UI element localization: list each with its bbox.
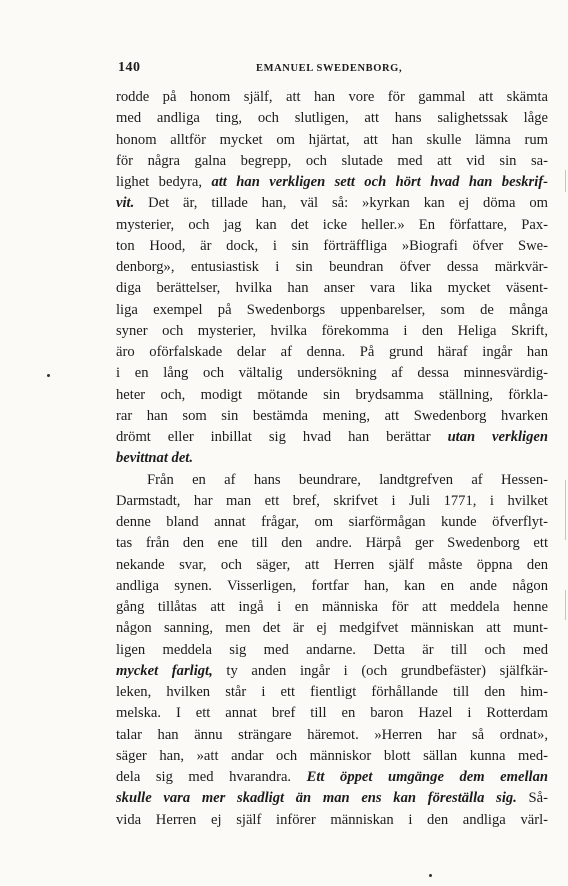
text-line: [116, 278, 548, 299]
margin-mark: [565, 590, 566, 620]
page-number: 140: [118, 60, 141, 75]
italic-text: mycket farligt,: [116, 662, 213, 679]
text-line: [116, 342, 548, 363]
text-segment: äro oförfalskade delar af denna. På grund häraf ingår han: [116, 344, 548, 360]
text-line: [116, 555, 548, 576]
text-segment: nekande svar, och säger, att Herren själf måste öppna den: [116, 556, 548, 573]
text-segment: lighet bedyra,: [116, 174, 212, 190]
text-line: [116, 300, 548, 321]
text-segment: Från en af hans beundrare, landtgrefven af Hessen-: [147, 471, 548, 488]
text-segment: heter och, modigt mötande sin brydsamma ställning, förkla-: [116, 386, 548, 403]
text-segment: talar han ännu strängare häremot. »Herren har så ordnat»,: [116, 726, 548, 743]
text-segment: liga exempel på Swedenborgs uppenbarelser, som de många: [116, 301, 548, 318]
text-segment: drömt eller inbillat sig hvad han berättar: [116, 429, 448, 445]
text-segment: honom alltför mycket om hjärtat, att han skulle lämna rum: [116, 131, 548, 148]
italic-text: att han verkligen sett och hört hvad han beskrif-: [211, 174, 548, 190]
text-segment: i en lång och vältalig undersökning af dessa minnesvärdig-: [116, 365, 548, 382]
text-line: [116, 130, 548, 151]
text-line: [116, 108, 548, 129]
text-segment: gång tillåtas att ingå i en människa för att meddela henne: [116, 599, 548, 615]
running-head: EMANUEL SWEDENBORG,: [256, 63, 403, 74]
text-segment: säger han, »att andar och människor blott sällan kunna med-: [116, 747, 548, 764]
text-line: [116, 640, 548, 661]
text-line: [116, 682, 548, 703]
text-line: [116, 406, 548, 427]
text-line: [116, 512, 548, 533]
margin-mark: [565, 480, 566, 540]
text-line: [116, 618, 548, 639]
text-line: [116, 193, 548, 214]
text-line: [116, 725, 548, 746]
text-line: [116, 427, 548, 448]
text-segment: ligen meddela sig med andarne. Detta är till och med: [116, 641, 548, 658]
text-segment: ton Hood, är dock, i sin förträffliga »Biografi öfver Swe-: [116, 237, 548, 254]
text-line: [116, 151, 548, 172]
italic-text: bevittnat det.: [116, 450, 194, 467]
text-segment: rar han som sin bestämda mening, att Swedenborg hvarken: [116, 407, 548, 424]
text-segment: dela sig med hvarandra.: [116, 769, 307, 785]
text-line: [116, 767, 548, 788]
text-line: [116, 788, 548, 809]
italic-text: utan verkligen: [447, 429, 548, 445]
text-line: [116, 321, 548, 342]
text-segment: leken, hvilken står i ett fientligt förhållande till den him-: [116, 684, 548, 700]
speck-mark: [429, 874, 432, 877]
text-line: [116, 597, 548, 618]
text-line: [116, 491, 548, 512]
text-segment: mysterier, och jag kan det icke heller.» En författare, Pax-: [116, 216, 548, 233]
speck-mark: [47, 374, 50, 377]
text-line: [116, 470, 548, 491]
text-line: [116, 215, 548, 236]
text-line: [116, 172, 548, 193]
text-segment: denne bland annat frågar, om siarförmågan kunde öfverflyt-: [116, 514, 548, 530]
italic-text: vit.: [116, 195, 135, 212]
text-line: [116, 703, 548, 724]
text-line: [116, 661, 548, 682]
text-segment: Det är, tillade han, väl så: »kyrkan kan ej döma om: [134, 195, 548, 212]
text-line: [116, 87, 548, 108]
text-line: [116, 576, 548, 597]
text-line: [116, 448, 548, 469]
text-segment: ty anden ingår i (och grundbefäster) själfkär-: [212, 662, 548, 679]
body-text: [116, 87, 548, 831]
text-segment: melska. I ett annat bref till en baron Hazel i Rotterdam: [116, 705, 548, 722]
text-segment: Så-: [516, 790, 548, 807]
text-segment: diga berättelser, hvilka han anser vara lika mycket väsent-: [116, 280, 548, 297]
text-segment: rodde på honom själf, att han vore för gammal att skämta: [116, 89, 548, 105]
italic-text: Ett öppet umgänge dem emellan: [306, 769, 548, 785]
text-line: [116, 236, 548, 257]
page-header: [118, 60, 558, 80]
text-segment: tas från den ene till den andre. Härpå ger Swedenborg ett: [116, 535, 548, 552]
text-segment: syner och mysterier, hvilka förekomma i den Heliga Skrift,: [116, 322, 548, 339]
text-segment: för några galna begrepp, och slutade med att vid sin sa-: [116, 152, 548, 169]
text-line: [116, 746, 548, 767]
text-segment: denborg», entusiastisk i sin beundran öfver dessa märkvär-: [116, 259, 548, 275]
text-line: [116, 363, 548, 384]
italic-text: skulle vara mer skadligt än man ens kan föreställa sig.: [116, 790, 517, 807]
text-segment: Darmstadt, har man ett bref, skrifvet i Juli 1771, i hvilket: [116, 492, 548, 509]
text-segment: någon sanning, men det är ej medgifvet människan att munt-: [116, 620, 548, 637]
text-segment: med andliga ting, och slutligen, att hans salighetssak låge: [116, 110, 548, 127]
text-line: [116, 533, 548, 554]
text-segment: vida Herren ej själf införer människan i den andliga värl-: [116, 811, 548, 828]
text-line: [116, 385, 548, 406]
text-line: [116, 810, 548, 831]
text-line: [116, 257, 548, 278]
text-segment: andliga synen. Visserligen, fortfar han, kan en ande någon: [116, 577, 548, 594]
margin-mark: [565, 170, 566, 192]
